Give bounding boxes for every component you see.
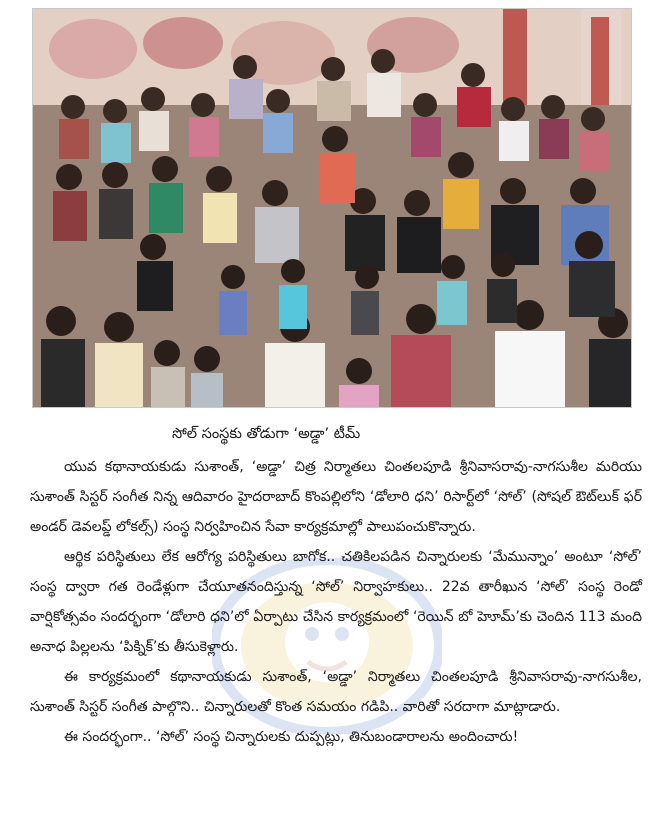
article-paragraph: యువ కథానాయకుడు సుశాంత్, ‘అడ్డా’ చిత్ర నిర్మాతలు చింతలపూడి శ్రీనివాసరావు-నాగసుశీల మరియు సుశాంత్ సిస్టర్ సంగీత నిన్న ఆదివారం హైదరాబాద్ కొంపల్లిలోని ‘డోలారి ధని’ రిసార్ట్‌లో ‘సోల్’ (సోషల్ ఔట్‌లుక్ ఫర్ అండర్ డెవలప్డ్ లోకల్స్) సంస్థ నిర్వహించిన సేవా కార్యక్రమాల్లో పాలుపంచుకొన్నారు. <box>30 459 642 535</box>
article-headline: సోల్ సంస్థకు తోడుగా ‘అడ్డా’ టీమ్ <box>172 426 361 442</box>
group-photo-image <box>33 9 631 407</box>
article-paragraph: ఆర్థిక పరిస్థితులు లేక ఆరోగ్య పరిస్థితులు బాగోక.. చతికిలపడిన చిన్నారులకు ‘మేమున్నాం’ అంటూ ‘సోల్’ సంస్థ ద్వారా గత రెండేళ్లుగా చేయూతనందిస్తున్న ‘సోల్’ నిర్వాహకులు.. 22వ తారీఖున ‘సోల్’ సంస్థ రెండో వార్షికోత్సవం సందర్భంగా ‘డోలారి ధని’లో ఏర్పాటు చేసిన కార్యక్రమంలో ‘రెయిన్ బో హెూమ్’కు చెందిన 113 మంది అనాధ పిల్లలను ‘పిక్నిక్’కు తీసుకెళ్లారు. <box>30 549 642 655</box>
article-body <box>30 420 642 752</box>
group-photo <box>32 8 632 408</box>
article-paragraph: ఈ కార్యక్రమంలో కథానాయకుడు సుశాంత్, ‘అడ్డా’ నిర్మాతలు చింతలపూడి శ్రీనివాసరావు-నాగసుశీల, సుశాంత్ సిస్టర్ సంగీత పాల్గొని.. చిన్నారులతో కొంత సమయం గడిపి.. వారితో సరదాగా మాట్లాడారు. <box>30 669 642 715</box>
article-paragraph: ఈ సందర్భంగా.. ‘సోల్’ సంస్థ చిన్నారులకు దుప్పట్లు, తినుబండారాలను అందించారు! <box>64 729 519 745</box>
